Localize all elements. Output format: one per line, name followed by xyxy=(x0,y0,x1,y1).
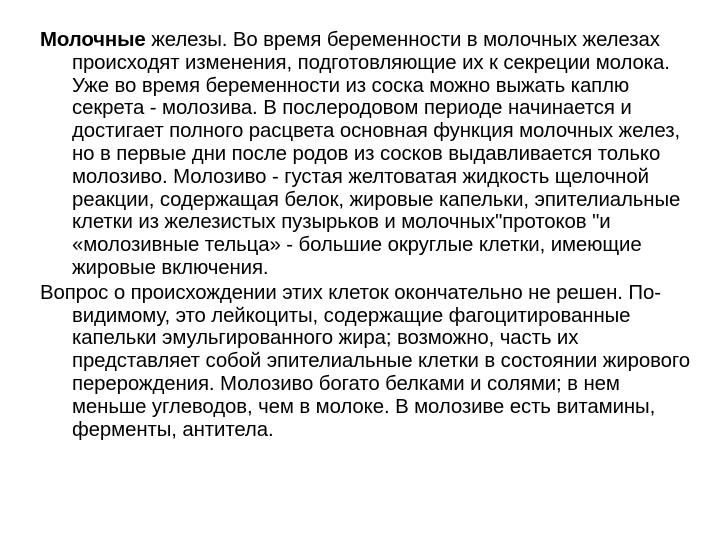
paragraph-colostrum-origin xyxy=(40,282,696,442)
paragraph-text: железы. Во время беременности в молочных железах происходят изменения, подготовляющие их к секреции молока. Уже во время беременности из соска можно выжать каплю секрета - молозива. В послеродовом периоде начинается и достигает полного расцвета основная функция молочных желез, но в первые дни после родов из сосков выдавливается только молозиво. Молозиво - густая желтоватая жидкость щелочной реакции, содержащая белок, жировые капельки, эпителиальные клетки из железистых пузырьков и молочных"протоков "и «молозивные тельца» - большие округлые клетки, имеющие жировые включения. xyxy=(72,29,681,279)
paragraph-mammary-glands xyxy=(40,29,696,280)
paragraph-text: Вопрос о происхождении этих клеток окончательно не решен. По-видимому, это лейкоциты, содержащие фагоцитированные капельки эмульгированного жира; возможно, часть их представляет собой эпителиальные клетки в состоянии жирового перерождения. Молозиво богато белками и солями; в нем меньше углеводов, чем в молоке. В молозиве есть витамины, ферменты, антитела. xyxy=(40,281,690,441)
bold-term: Молочные xyxy=(40,29,146,51)
